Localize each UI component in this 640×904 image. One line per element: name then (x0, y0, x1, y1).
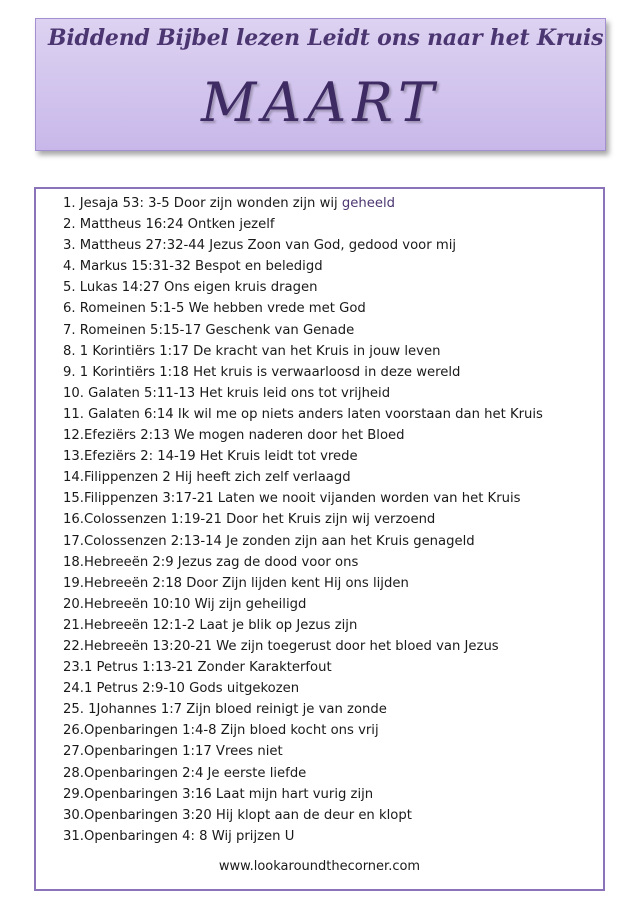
reading-text: 28.Openbaringen 2:4 Je eerste liefde (63, 765, 307, 781)
reading-text: 5. Lukas 14:27 Ons eigen kruis dragen (63, 280, 318, 296)
website-footer[interactable]: www.lookaroundthecorner.com (218, 859, 421, 874)
reading-item (63, 615, 543, 636)
reading-item (63, 488, 543, 509)
reading-text: 14.Filippenzen 2 Hij heeft zich zelf verlaagd (63, 470, 351, 486)
reading-text: 20.Hebreeën 10:10 Wij zijn geheiligd (63, 596, 307, 612)
reading-item (63, 594, 543, 615)
reading-item (63, 826, 543, 847)
reading-text: 2. Mattheus 16:24 Ontken jezelf (63, 217, 275, 233)
reading-item (63, 256, 543, 277)
reading-item (63, 383, 543, 404)
title-banner (35, 18, 606, 151)
reading-item (63, 362, 543, 383)
reading-text: 13.Efeziërs 2: 14-19 Het Kruis leidt tot vrede (63, 449, 358, 465)
reading-plan-box (34, 187, 605, 891)
reading-text: 17.Colossenzen 2:13-14 Je zonden zijn aan het Kruis genageld (63, 533, 475, 549)
reading-item (63, 298, 543, 319)
reading-text: 23.1 Petrus 1:13-21 Zonder Karakterfout (63, 660, 332, 676)
reading-text: 10. Galaten 5:11-13 Het kruis leid ons tot vrijheid (63, 385, 391, 401)
reading-text: 4. Markus 15:31-32 Bespot en beledigd (63, 259, 323, 275)
reading-item (63, 467, 543, 488)
reading-text: 21.Hebreeën 12:1-2 Laat je blik op Jezus zijn (63, 617, 358, 633)
reading-item (63, 341, 543, 362)
reading-link[interactable]: geheeld (341, 196, 395, 211)
reading-text: 11. Galaten 6:14 Ik wil me op niets anders laten voorstaan dan het Kruis (63, 406, 543, 422)
reading-text: 24.1 Petrus 2:9-10 Gods uitgekozen (63, 681, 300, 697)
reading-item (63, 531, 543, 552)
reading-text: 27.Openbaringen 1:17 Vrees niet (63, 744, 283, 760)
month-title: MAART (200, 71, 440, 134)
reading-text: 3. Mattheus 27:32-44 Jezus Zoon van God, gedood voor mij (63, 238, 457, 254)
reading-item (63, 214, 543, 235)
reading-item (63, 425, 543, 446)
reading-item (63, 193, 543, 214)
reading-item (63, 509, 543, 530)
reading-text: 12.Efeziërs 2:13 We mogen naderen door het Bloed (63, 428, 405, 444)
reading-text: 29.Openbaringen 3:16 Laat mijn hart vurig zijn (63, 786, 374, 802)
reading-item (63, 277, 543, 298)
reading-list (63, 193, 543, 847)
reading-text: 9. 1 Korintiërs 1:18 Het kruis is verwaarloosd in deze wereld (63, 364, 461, 380)
reading-item (63, 320, 543, 341)
reading-item (63, 404, 543, 425)
reading-text: 25. 1Johannes 1:7 Zijn bloed reinigt je van zonde (63, 702, 387, 718)
reading-text: 31.Openbaringen 4: 8 Wij prijzen U (63, 828, 295, 844)
reading-text: 16.Colossenzen 1:19-21 Door het Kruis zijn wij verzoend (63, 512, 436, 528)
reading-item (63, 699, 543, 720)
reading-text: 1. Jesaja 53: 3-5 Door zijn wonden zijn wij (63, 196, 342, 211)
reading-text: 8. 1 Korintiërs 1:17 De kracht van het Kruis in jouw leven (63, 343, 441, 359)
reading-item (63, 446, 543, 467)
reading-item (63, 763, 543, 784)
reading-item (63, 573, 543, 594)
reading-text: 26.Openbaringen 1:4-8 Zijn bloed kocht ons vrij (63, 723, 379, 739)
banner-subtitle: Biddend Bijbel lezen Leidt ons naar het Kruis (48, 25, 604, 51)
reading-text: 15.Filippenzen 3:17-21 Laten we nooit vijanden worden van het Kruis (63, 491, 521, 507)
reading-item (63, 805, 543, 826)
reading-item (63, 636, 543, 657)
reading-text: 7. Romeinen 5:15-17 Geschenk van Genade (63, 322, 355, 338)
reading-text: 6. Romeinen 5:1-5 We hebben vrede met God (63, 301, 366, 317)
reading-item (63, 784, 543, 805)
reading-text: 18.Hebreeën 2:9 Jezus zag de dood voor ons (63, 554, 359, 570)
reading-item (63, 720, 543, 741)
reading-item (63, 552, 543, 573)
reading-item (63, 657, 543, 678)
reading-text: 22.Hebreeën 13:20-21 We zijn toegerust door het bloed van Jezus (63, 638, 499, 654)
reading-item (63, 235, 543, 256)
reading-item (63, 678, 543, 699)
reading-item (63, 741, 543, 762)
reading-text: 30.Openbaringen 3:20 Hij klopt aan de deur en klopt (63, 807, 412, 823)
reading-text: 19.Hebreeën 2:18 Door Zijn lijden kent Hij ons lijden (63, 575, 409, 591)
